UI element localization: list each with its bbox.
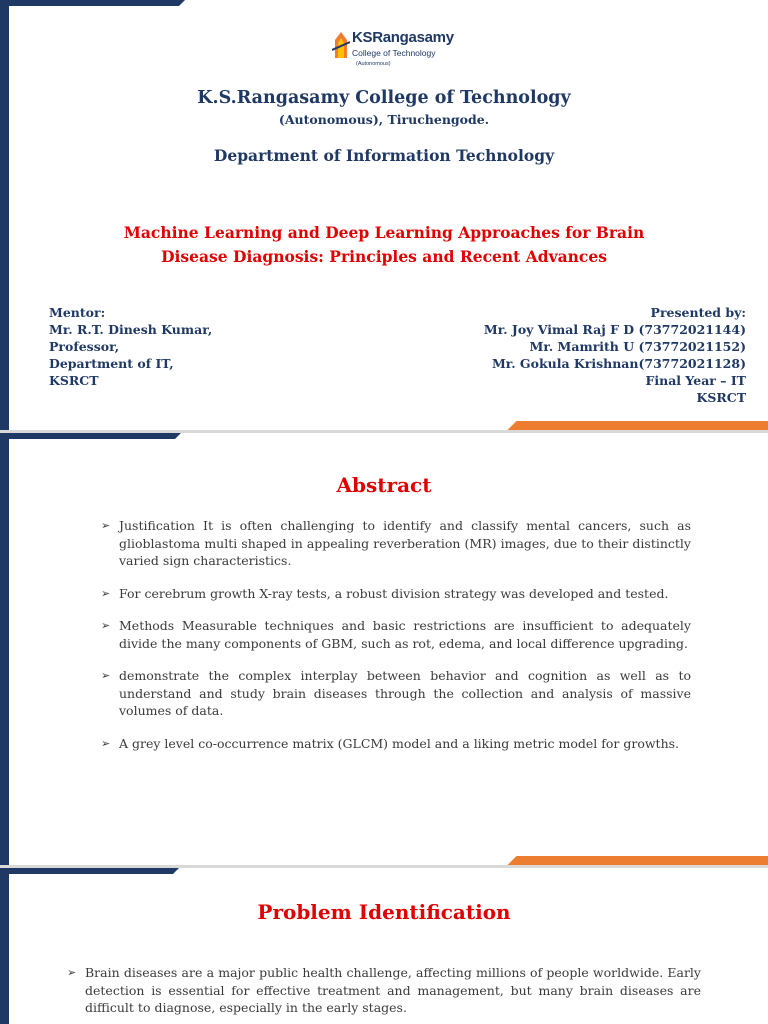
- slide-left-accent-bar: [0, 868, 9, 1024]
- mentor-block: [49, 304, 212, 389]
- mentor-institution: KSRCT: [49, 373, 99, 388]
- slide-top-accent-strip: [0, 0, 178, 6]
- slide-bottom-accent-strip: [518, 856, 768, 865]
- slide-left-accent-bar: [0, 433, 9, 865]
- arrow-bullet-icon: ➢: [101, 669, 111, 682]
- slide-top-accent-strip: [0, 433, 174, 439]
- logo-autonomous: (Autonomous): [356, 61, 391, 67]
- college-logo: [332, 26, 454, 78]
- list-item: ➢ A grey level co-occurrence matrix (GLCM) model and a liking metric model for growths.: [101, 735, 680, 751]
- college-location: (Autonomous), Tiruchengode.: [278, 112, 490, 127]
- arrow-bullet-icon: ➢: [67, 966, 77, 979]
- college-name: K.S.Rangasamy College of Technology: [197, 88, 571, 108]
- abstract-bullet-list: [101, 517, 691, 752]
- presenters-block: [484, 304, 746, 406]
- college-logo-icon: [332, 30, 350, 60]
- presenter-institution: KSRCT: [696, 390, 746, 405]
- title-line-2: Disease Diagnosis: Principles and Recent Advances: [161, 247, 607, 266]
- list-item: ➢ Brain diseases are a major public health challenge, affecting millions of people worldwide. Early detection is essential for effective treatment and management, but many brain diseases are difficult to diagnose, especially in the early stages.: [67, 965, 701, 1015]
- abstract-heading: Abstract: [336, 473, 432, 497]
- presenter-3: Mr. Gokula Krishnan(73772021128): [491, 356, 746, 371]
- list-item: ➢ Justification It is often challenging to identify and classify mental cancers, such as glioblastoma multi shaped in appealing reverberation (MR) images, due to their distinctly varied sign characteristics.: [101, 518, 691, 568]
- title-slide: [0, 0, 768, 430]
- department-name: Department of Information Technology: [213, 146, 555, 165]
- abstract-slide: [0, 433, 768, 865]
- mentor-label: Mentor:: [49, 305, 106, 320]
- slide-top-accent-strip: [0, 868, 172, 874]
- list-item: ➢ Methods Measurable techniques and basic restrictions are insufficient to adequately divide the many components of GBM, such as rot, edema, and local difference upgrading.: [101, 618, 691, 651]
- mentor-department: Department of IT,: [49, 356, 174, 371]
- presenter-1: Mr. Joy Vimal Raj F D (73772021144): [483, 322, 746, 337]
- list-item: ➢ For cerebrum growth X-ray tests, a robust division strategy was developed and tested.: [101, 585, 669, 601]
- arrow-bullet-icon: ➢: [101, 519, 111, 532]
- problem-identification-slide: [0, 868, 768, 1024]
- logo-subtitle: College of Technology: [352, 48, 436, 58]
- presentation-title: [0, 221, 768, 269]
- arrow-bullet-icon: ➢: [101, 736, 111, 750]
- arrow-bullet-icon: ➢: [101, 586, 111, 600]
- mentor-name: Mr. R.T. Dinesh Kumar,: [49, 322, 213, 337]
- presenter-year: Final Year – IT: [645, 373, 746, 388]
- arrow-bullet-icon: ➢: [101, 619, 111, 632]
- presenter-2: Mr. Mamrith U (73772021152): [529, 339, 746, 354]
- problem-heading: Problem Identification: [257, 900, 511, 924]
- presenters-label: Presented by:: [650, 305, 746, 320]
- logo-name: KSRangasamy: [352, 29, 454, 46]
- mentor-designation: Professor,: [49, 339, 120, 354]
- list-item: ➢ demonstrate the complex interplay between behavior and cognition as well as to understand and study brain diseases through the collection and analysis of massive volumes of data.: [101, 668, 691, 718]
- title-line-1: Machine Learning and Deep Learning Approaches for Brain: [123, 223, 645, 242]
- problem-bullet-list: [67, 964, 701, 1017]
- slide-left-accent-bar: [0, 0, 9, 430]
- slide-bottom-accent-strip: [518, 421, 768, 430]
